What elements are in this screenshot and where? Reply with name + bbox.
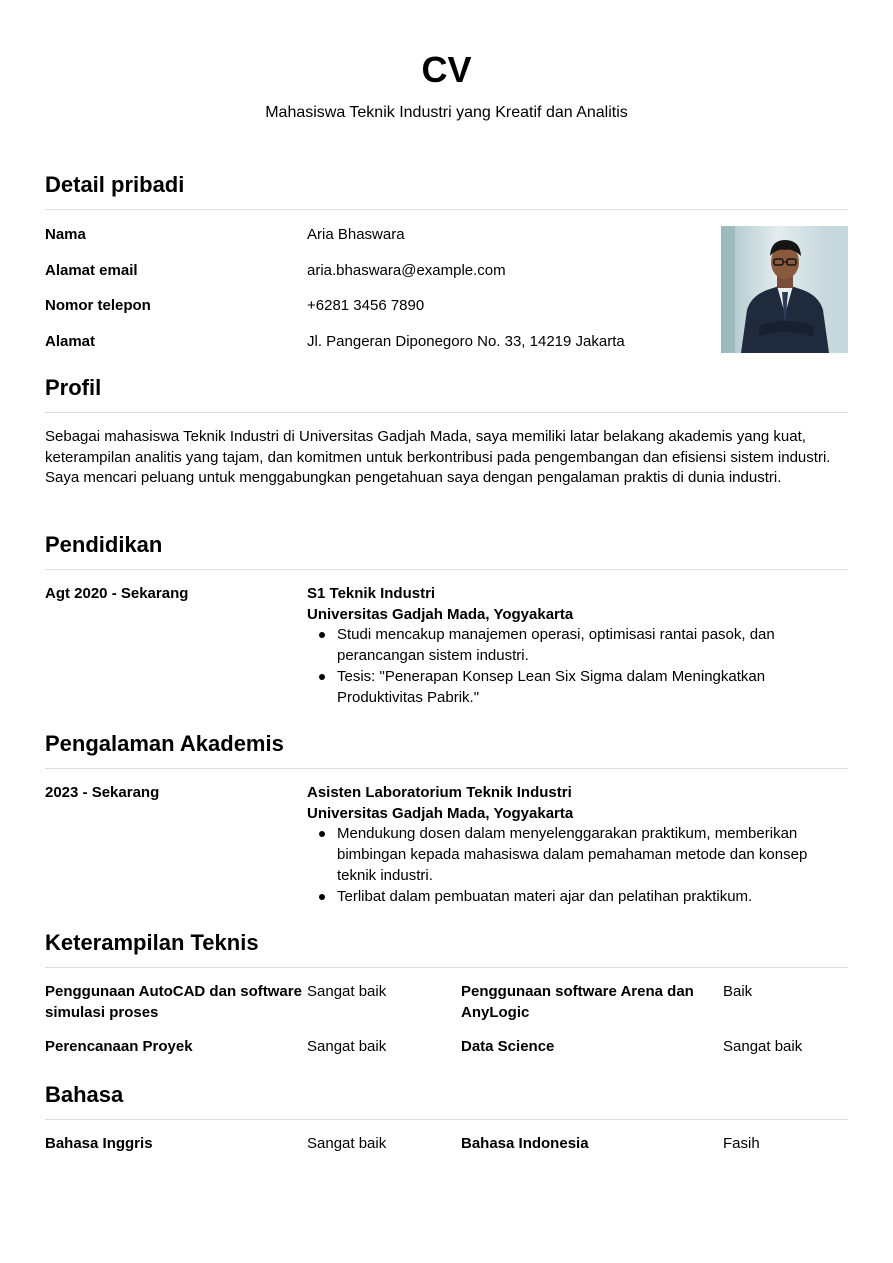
profile-photo	[721, 226, 848, 353]
skill-level: Sangat baik	[723, 1038, 803, 1056]
section-title-education: Pendidikan	[45, 530, 848, 570]
section-title-personal: Detail pribadi	[45, 170, 848, 210]
list-item: Mendukung dosen dalam menyelenggarakan praktikum, memberikan bimbingan kepada mahasiswa dalam pemahaman metode dan konsep teknik industri.	[307, 824, 848, 886]
skill-level: Sangat baik	[307, 1038, 387, 1056]
field-label: Nomor telepon	[45, 297, 151, 314]
language-name: Bahasa Inggris	[45, 1135, 153, 1152]
entry-title: S1 Teknik Industri	[307, 585, 436, 602]
skill-name: Perencanaan Proyek	[45, 1038, 193, 1056]
section-title-profile: Profil	[45, 373, 848, 413]
skill-name: Penggunaan AutoCAD dan software simulasi proses	[45, 983, 302, 1021]
field-label: Alamat	[45, 332, 96, 350]
experience-entry	[45, 783, 848, 907]
section-title-experience: Pengalaman Akademis	[45, 729, 848, 769]
section-title-languages: Bahasa	[45, 1080, 848, 1120]
languages-grid	[45, 1134, 848, 1155]
entry-bullet-list	[307, 625, 848, 708]
profile-text: Sebagai mahasiswa Teknik Industri di Universitas Gadjah Mada, saya memiliki latar belakang akademis yang kuat, keterampilan analitis yang tajam, dan komitmen untuk berkontribusi pada pengembangan dan efisiensi sistem industri. Saya mencari peluang untuk menggabungkan pengetahuan saya dengan pengalaman praktis di dunia industri.	[45, 428, 831, 487]
entry-body	[307, 783, 848, 907]
cv-subtitle: Mahasiswa Teknik Industri yang Kreatif dan Analitis	[265, 104, 628, 121]
entry-body	[307, 584, 848, 708]
language-level: Fasih	[723, 1135, 760, 1152]
skill-level: Baik	[723, 983, 753, 1000]
field-value: Jl. Pangeran Diponegoro No. 33, 14219 Jakarta	[307, 332, 625, 350]
languages-section	[45, 1080, 848, 1155]
section-title-skills: Keterampilan Teknis	[45, 928, 848, 968]
list-item: Tesis: "Penerapan Konsep Lean Six Sigma dalam Meningkatkan Produktivitas Pabrik."	[307, 667, 848, 708]
personal-details-section	[45, 170, 848, 366]
language-level: Sangat baik	[307, 1135, 387, 1152]
skills-section	[45, 928, 848, 1058]
field-value: aria.bhaswara@example.com	[307, 261, 506, 279]
skill-name: Penggunaan software Arena dan AnyLogic	[461, 983, 694, 1021]
field-label: Nama	[45, 226, 86, 243]
field-value: +6281 3456 7890	[307, 297, 425, 314]
entry-organization: Universitas Gadjah Mada, Yogyakarta	[307, 804, 574, 822]
entry-title: Asisten Laboratorium Teknik Industri	[307, 784, 572, 801]
cv-header	[0, 46, 893, 124]
entry-date: 2023 - Sekarang	[45, 784, 160, 801]
education-entry	[45, 584, 848, 708]
language-name: Bahasa Indonesia	[461, 1135, 589, 1152]
education-section	[45, 530, 848, 708]
profile-section	[45, 373, 848, 489]
field-value: Aria Bhaswara	[307, 226, 405, 243]
skill-level: Sangat baik	[307, 983, 387, 1000]
entry-organization: Universitas Gadjah Mada, Yogyakarta	[307, 605, 574, 623]
list-item: Terlibat dalam pembuatan materi ajar dan pelatihan praktikum.	[307, 887, 848, 908]
skills-grid	[45, 982, 848, 1058]
experience-section	[45, 729, 848, 907]
entry-bullet-list	[307, 824, 848, 907]
cv-title: CV	[421, 49, 472, 90]
list-item: Studi mencakup manajemen operasi, optimisasi rantai pasok, dan perancangan sistem industri.	[307, 625, 848, 666]
skill-name: Data Science	[461, 1038, 555, 1056]
entry-date: Agt 2020 - Sekarang	[45, 585, 189, 602]
field-label: Alamat email	[45, 261, 138, 279]
